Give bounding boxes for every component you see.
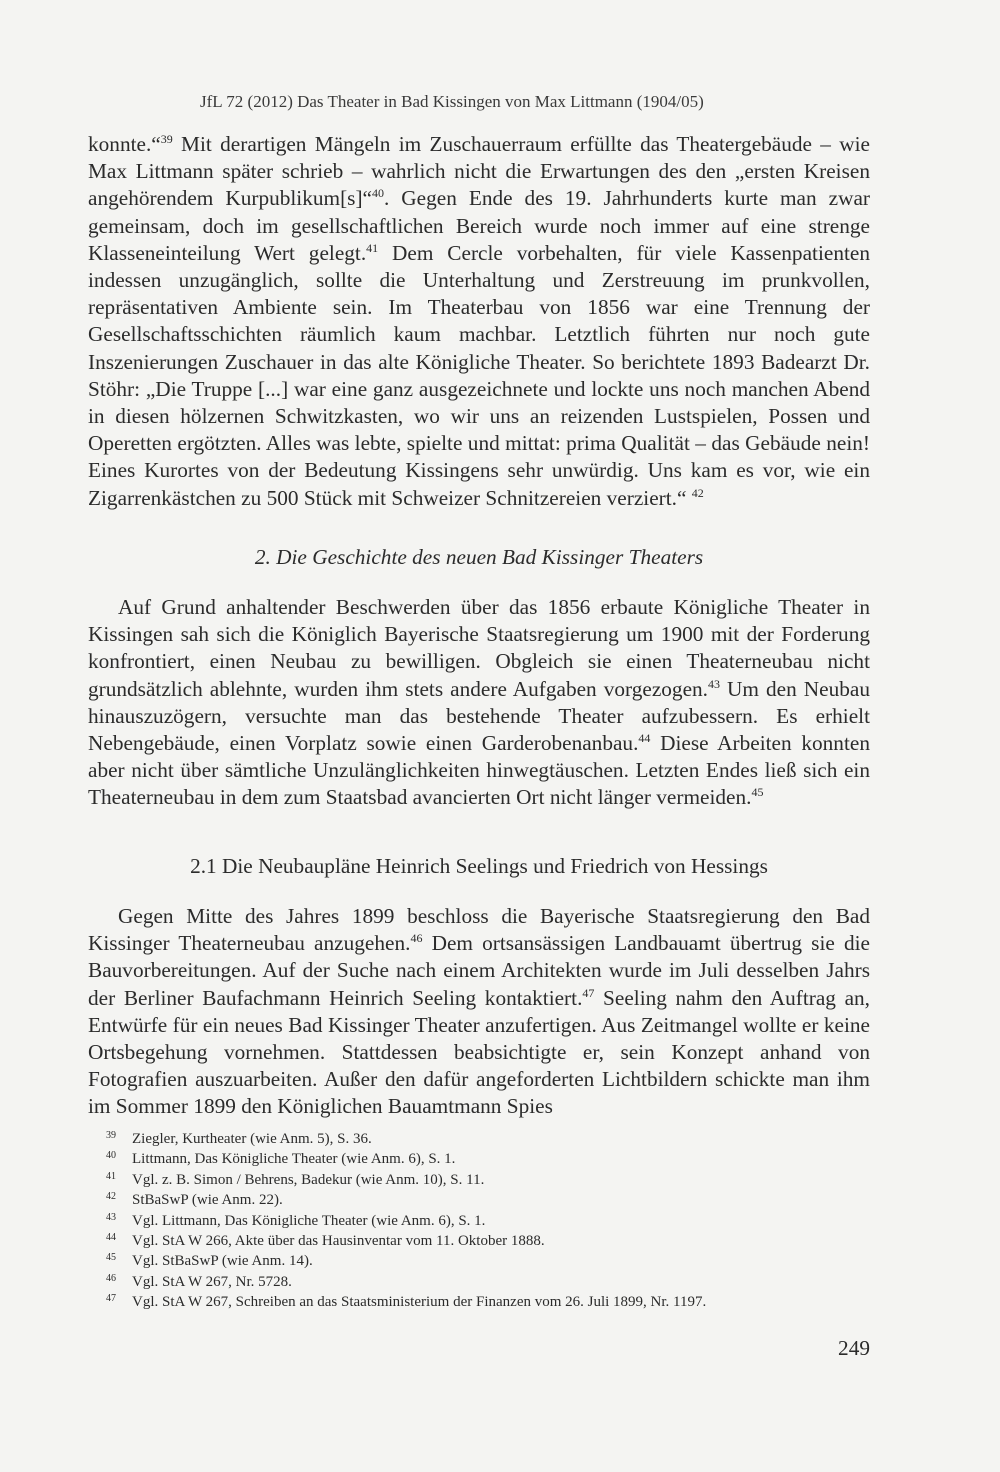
footnote-number: 46 xyxy=(106,1272,116,1284)
footnote-text: Vgl. StBaSwP (wie Anm. 14). xyxy=(132,1253,313,1270)
footnote-reference: 43 xyxy=(708,676,721,691)
footnote-reference: 41 xyxy=(366,240,379,255)
footnote-reference: 39 xyxy=(160,131,173,146)
footnote xyxy=(106,1251,876,1271)
footnote-text: Ziegler, Kurtheater (wie Anm. 5), S. 36. xyxy=(132,1131,372,1147)
footnote-number: 41 xyxy=(106,1170,116,1182)
running-header: JfL 72 (2012) Das Theater in Bad Kissingen von Max Littmann (1904/05) xyxy=(200,92,704,111)
footnote-reference: 44 xyxy=(638,730,651,745)
footnote-number: 43 xyxy=(106,1211,116,1223)
footnote xyxy=(106,1292,876,1312)
footnote-text: Vgl. Littmann, Das Königliche Theater (wie Anm. 6), S. 1. xyxy=(132,1212,486,1229)
footnote xyxy=(106,1129,876,1149)
section-heading-2: 2. Die Geschichte des neuen Bad Kissinger Theaters xyxy=(254,545,704,569)
footnote-text: StBaSwP (wie Anm. 22). xyxy=(132,1192,283,1209)
footnote-reference: 46 xyxy=(410,931,423,946)
footnote-number: 42 xyxy=(106,1191,116,1203)
paragraph-2 xyxy=(88,594,870,812)
section-heading-2-1: 2.1 Die Neubaupläne Heinrich Seelings und Friedrich von Hessings xyxy=(190,854,768,878)
footnote-reference: 45 xyxy=(751,785,764,800)
paragraph-text: konnte.“$^{39}$ Mit derartigen Mängeln im Zuschauerraum erfüllte das Theatergebäude – wie Max Littmann später schrieb – wahrlich nicht die Erwartungen des den „ersten Kreisen angehörendem Kurpublikum[s]“$^{40}$. Gegen Ende des 19. Jahrhunderts kurte man zwar gemeinsam, doch im gesellschaftlichen Bereich wurde noch immer auf eine strenge Klasseneinteilung Wert gelegt.$^{41}$ Dem Cercle vorbehalten, für viele Kassenpatienten indessen unzugänglich, sollte die Unterhaltung und Zerstreuung im prunkvollen, repräsentativen Ambiente sein. Im Theaterbau von 1856 war eine Trennung der Gesellschaftsschichten räumlich kaum machbar. Letztlich führten nur noch gute Inszenierungen Zuschauer in das alte Königliche Theater. So berichtete 1893 Badearzt Dr. Stöhr: „Die Truppe [...] war eine ganz ausgezeichnete und lockte uns noch manchen Abend in diesen hölzernen Schwitzkasten, wo wir uns an reizenden Lustspielen, Possen und Operetten ergötzten. Alles was lebte, spielte und mittat: prima Qualität – das Gebäude nein! Eines Kurortes von der Bedeutung Kissingens sehr unwürdig. Uns kam es vor, wie ein Zigarrenkästchen zu 500 Stück mit Schweizer Schnitzereien verziert.“ $^{42}$ xyxy=(88,131,870,510)
footnote xyxy=(106,1170,876,1190)
paragraph-3 xyxy=(88,903,870,1121)
footnote-reference: 42 xyxy=(691,485,704,500)
footnote xyxy=(106,1231,876,1251)
footnote-reference: 40 xyxy=(372,186,385,201)
footnote-number: 39 xyxy=(106,1130,116,1141)
footnote-text: Vgl. StA W 267, Schreiben an das Staatsministerium der Finanzen vom 26. Juli 1899, Nr. 1197. xyxy=(132,1294,707,1311)
footnote xyxy=(106,1149,876,1169)
paragraph-text: Gegen Mitte des Jahres 1899 beschloss die Bayerische Staatsregierung den Bad Kissinger Theaterneubau anzugehen.$^{46}$ Dem ortsansässigen Landbauamt übertrug sie die Bauvorbereitungen. Auf der Suche nach einem Architekten wurde im Juli desselben Jahrs der Berliner Baufachmann Heinrich Seeling kontaktiert.$^{47}$ Seeling nahm den Auftrag an, Entwürfe für ein neues Bad Kissinger Theater anzufertigen. Aus Zeitmangel wollte er keine Ortsbegehung vornehmen. Stattdessen beabsichtigte er, sein Konzept anhand von Fotografien auszuarbeiten. Außer den dafür angeforderten Lichtbildern schickte man ihm im Sommer 1899 den Königlichen Bauamtmann Spies xyxy=(88,904,870,1119)
page-number: 249 xyxy=(838,1336,870,1360)
footnote-number: 44 xyxy=(106,1232,116,1244)
footnotes xyxy=(106,1129,876,1313)
footnote-text: Vgl. StA W 266, Akte über das Hausinventar vom 11. Oktober 1888. xyxy=(132,1233,545,1250)
footnote-number: 40 xyxy=(106,1150,116,1162)
paragraph-text: Auf Grund anhaltender Beschwerden über das 1856 erbaute Königliche Theater in Kissingen sah sich die Königlich Bayerische Staatsregierung um 1900 mit der Forderung konfrontiert, einen Neubau zu bewilligen. Obgleich sie einen Theaterneubau nicht grundsätzlich ablehnte, wurden ihm stets andere Aufgaben vorgezogen.$^{43}$ Um den Neubau hinauszuzögern, versuchte man das bestehende Theater aufzubessern. Es erhielt Nebengebäude, einen Vorplatz sowie einen Garderobenanbau.$^{44}$ Diese Arbeiten konnten aber nicht über sämtliche Unzulänglichkeiten hinwegtäuschen. Letzten Endes ließ sich ein Theaterneubau in dem zum Staatsbad avancierten Ort nicht länger vermeiden.$^{45}$ xyxy=(88,595,870,810)
footnote-number: 47 xyxy=(106,1293,116,1305)
footnote-text: Vgl. StA W 267, Nr. 5728. xyxy=(132,1273,292,1290)
footnote-reference: 47 xyxy=(582,985,595,1000)
paragraph-1 xyxy=(88,131,870,512)
footnote xyxy=(106,1190,876,1210)
footnote xyxy=(106,1211,876,1231)
footnote-text: Vgl. z. B. Simon / Behrens, Badekur (wie Anm. 10), S. 11. xyxy=(132,1171,485,1188)
footnote-number: 45 xyxy=(106,1252,116,1264)
footnote-text: Littmann, Das Königliche Theater (wie Anm. 6), S. 1. xyxy=(132,1151,456,1168)
footnote xyxy=(106,1272,876,1292)
